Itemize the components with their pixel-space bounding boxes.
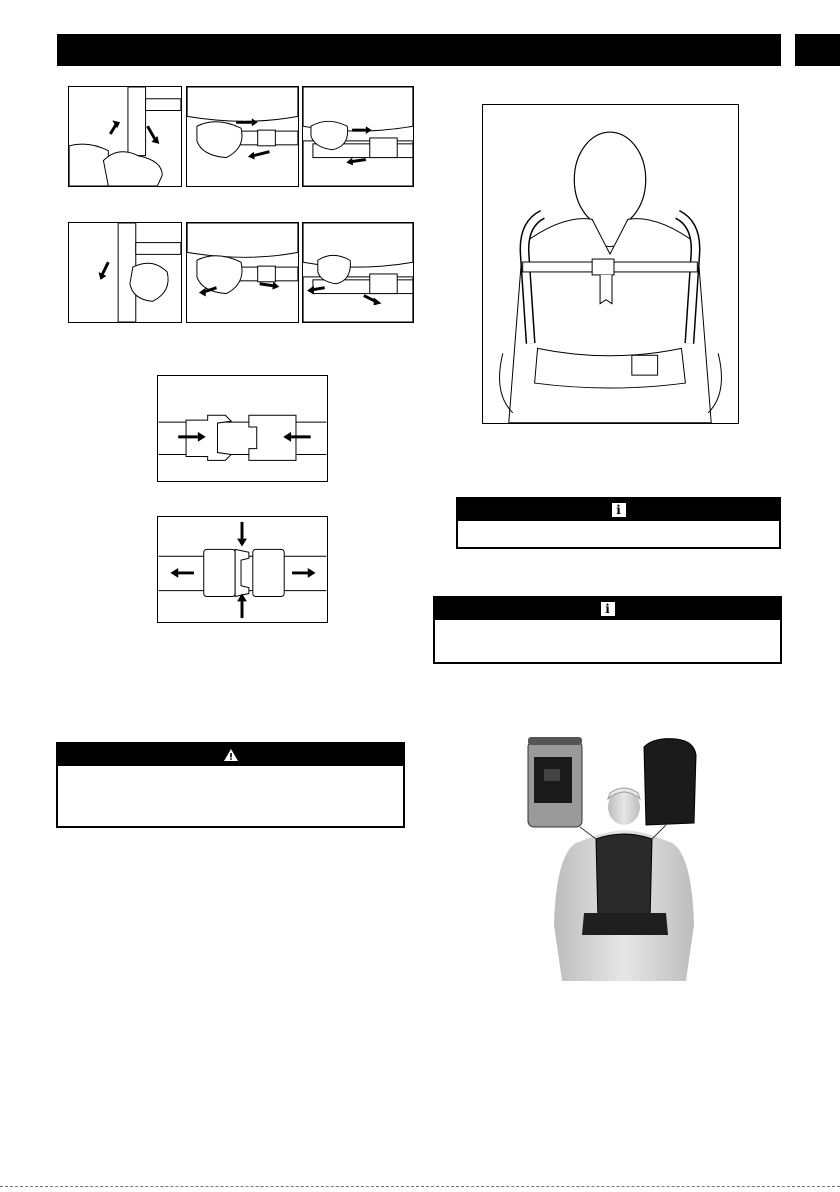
buckle-connect-diagram [157, 375, 328, 482]
info-notice-2-header [435, 598, 780, 620]
person-with-harness-drawing [483, 105, 738, 423]
figure-strap-pull [68, 86, 182, 187]
product-photo [526, 735, 718, 981]
figure-buckle-release [186, 222, 299, 323]
strap-pull-illustration [69, 87, 181, 186]
figure-waist-open [302, 222, 414, 323]
buckle-fasten-illustration [187, 87, 298, 186]
page-bottom-rule [0, 1186, 840, 1187]
buckle-release-squeeze-illustration [158, 517, 327, 622]
info-notice-1-text [458, 521, 779, 543]
info-notice-1-header [458, 499, 779, 521]
strap-loosen-illustration [69, 223, 181, 322]
figure-waist-closed [302, 86, 414, 187]
figure-buckle-fasten [186, 86, 299, 187]
info-notice-2-text [435, 620, 780, 642]
warning-notice-header [58, 744, 403, 766]
buckle-release-illustration [187, 223, 298, 322]
harness-wearing-illustration [482, 104, 739, 424]
warning-notice [56, 742, 405, 828]
info-icon: i [612, 503, 626, 517]
backpack-battery-photo [526, 735, 718, 981]
header-bar [57, 34, 781, 66]
figure-strap-loosen [68, 222, 182, 323]
info-notice-1 [456, 497, 781, 549]
language-tab [795, 34, 840, 66]
waist-closed-illustration [303, 87, 413, 186]
warning-icon [223, 748, 239, 762]
info-icon: i [601, 602, 615, 616]
buckle-connect-illustration [158, 376, 327, 481]
buckle-release-diagram [157, 516, 328, 623]
warning-notice-text [58, 766, 403, 788]
info-notice-2 [433, 596, 782, 664]
waist-open-illustration [303, 223, 413, 322]
